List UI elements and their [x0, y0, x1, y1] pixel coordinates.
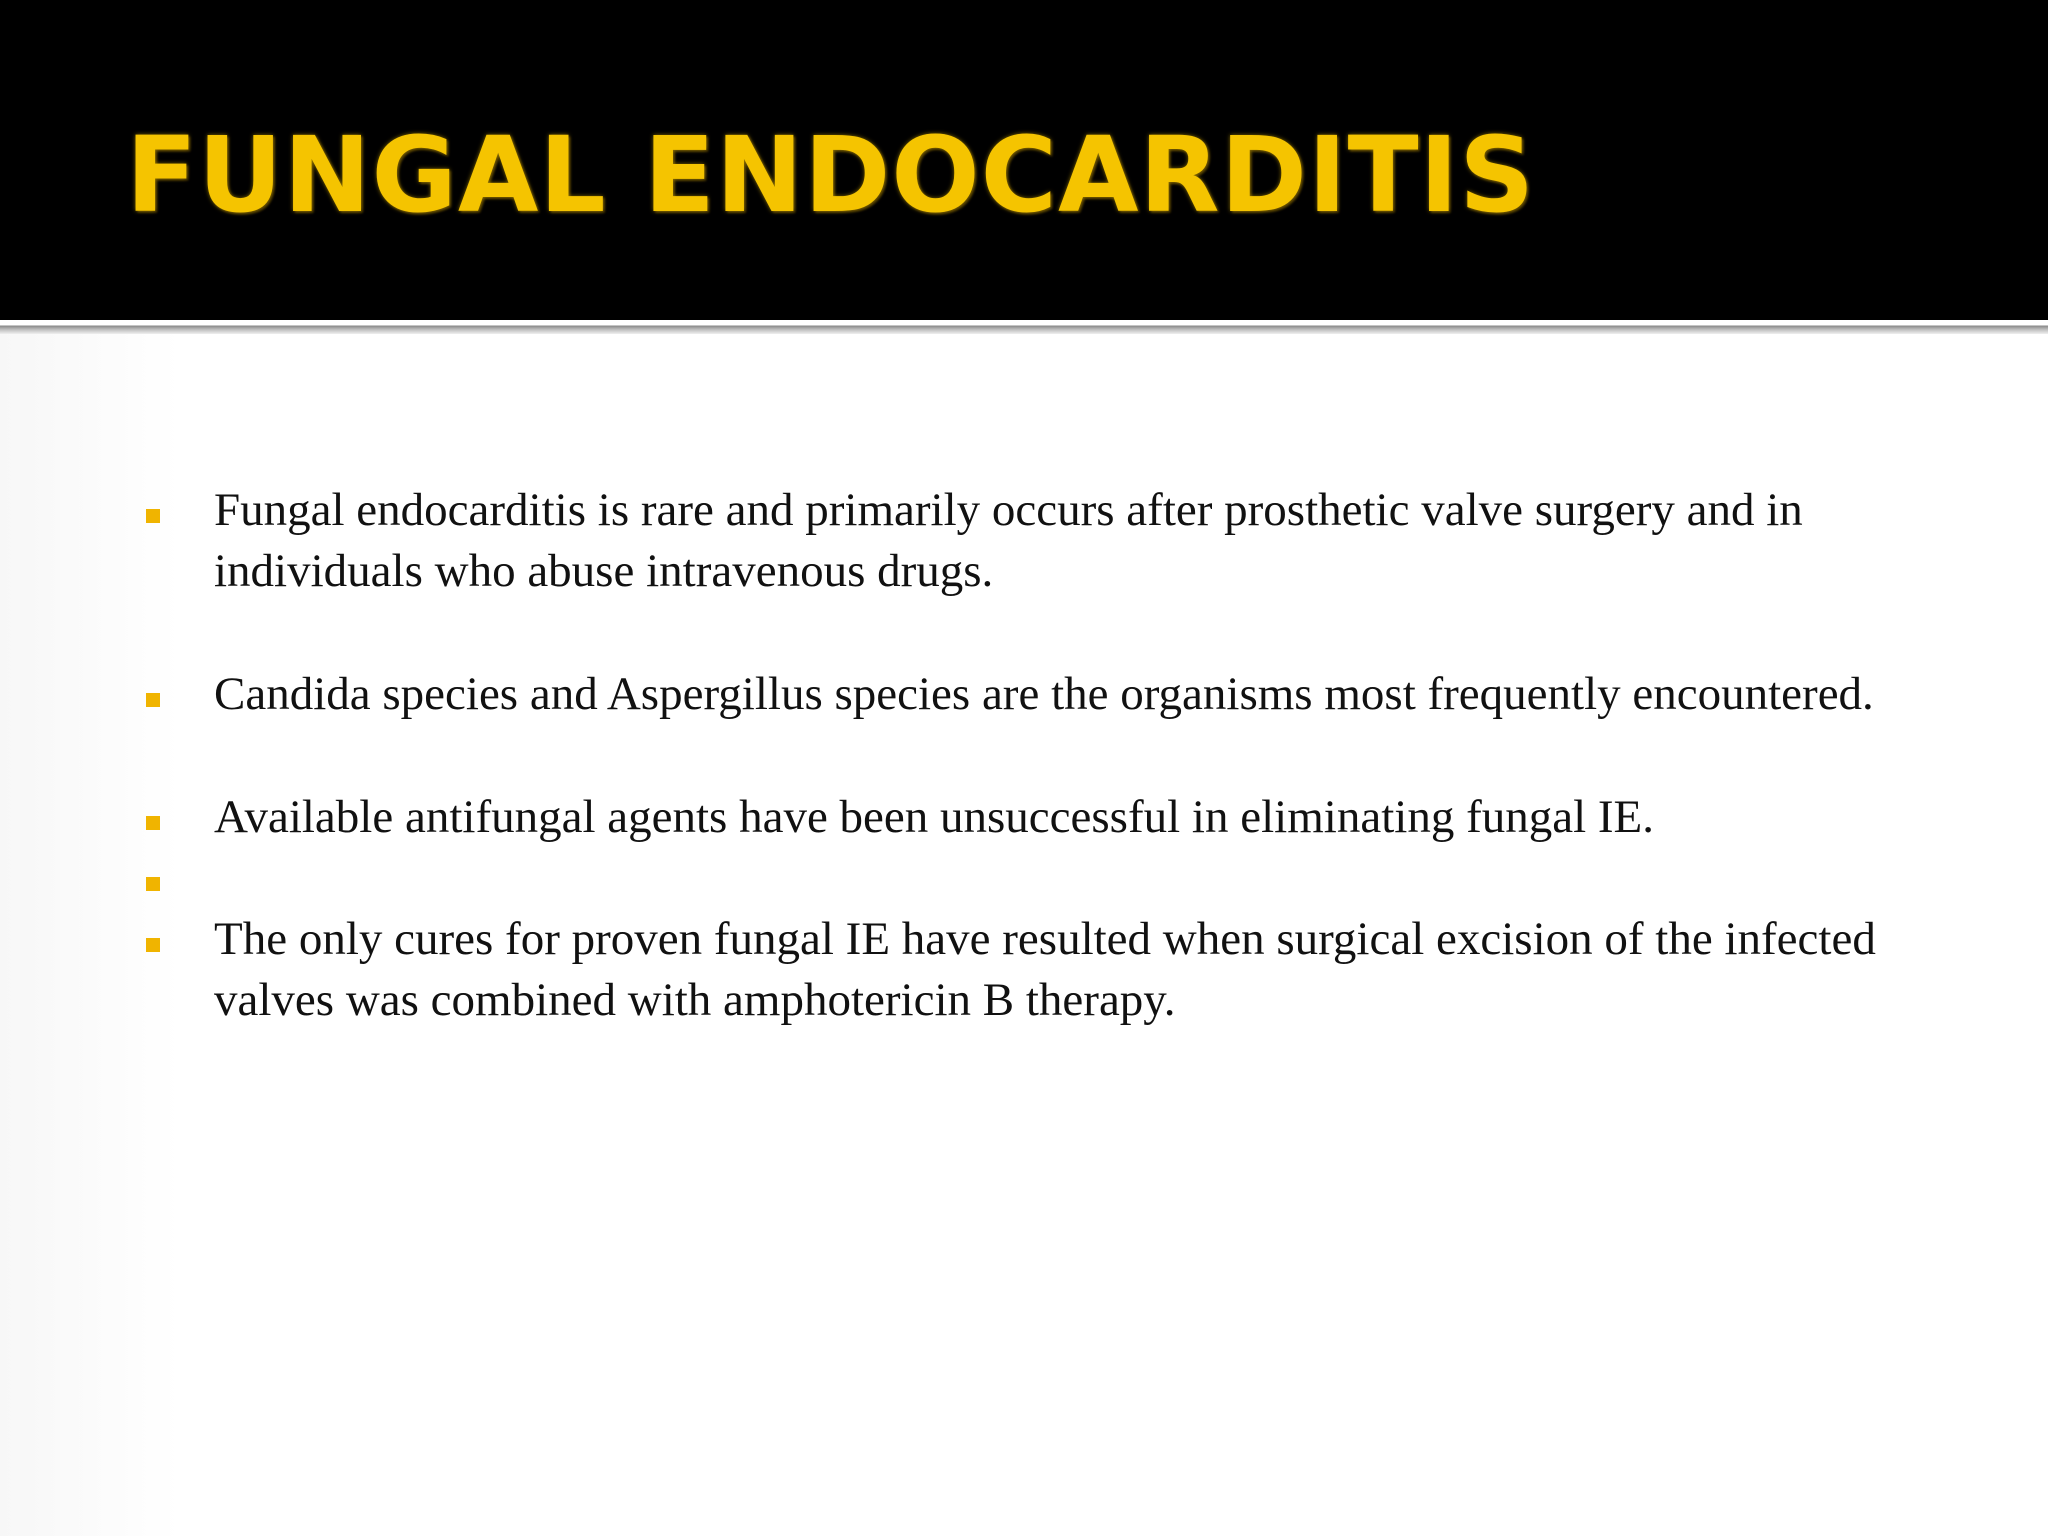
bullet-item [140, 664, 1920, 725]
bullet-item [140, 909, 1920, 1031]
title-bar [0, 0, 2048, 320]
bullet-item [140, 480, 1920, 602]
bullet-text: Candida species and Aspergillus species are the organisms most frequently encountered. [214, 668, 1874, 720]
bullet-list [140, 480, 1920, 1031]
bullet-item-empty [140, 848, 1920, 909]
square-bullet-icon [146, 877, 160, 891]
bullet-item [140, 787, 1920, 848]
square-bullet-icon [146, 693, 160, 707]
square-bullet-icon [146, 816, 160, 830]
slide-title: FUNGAL ENDOCARDITIS [126, 114, 1536, 236]
square-bullet-icon [146, 938, 160, 952]
square-bullet-icon [146, 509, 160, 523]
title-divider [0, 320, 2048, 334]
bullet-text: The only cures for proven fungal IE have resulted when surgical excision of the infected valves was combined with amphotericin B therapy. [214, 913, 1876, 1026]
bullet-text: Available antifungal agents have been unsuccessful in eliminating fungal IE. [214, 791, 1654, 843]
bullet-text: Fungal endocarditis is rare and primarily occurs after prosthetic valve surgery and in individuals who abuse intravenous drugs. [214, 484, 1803, 597]
